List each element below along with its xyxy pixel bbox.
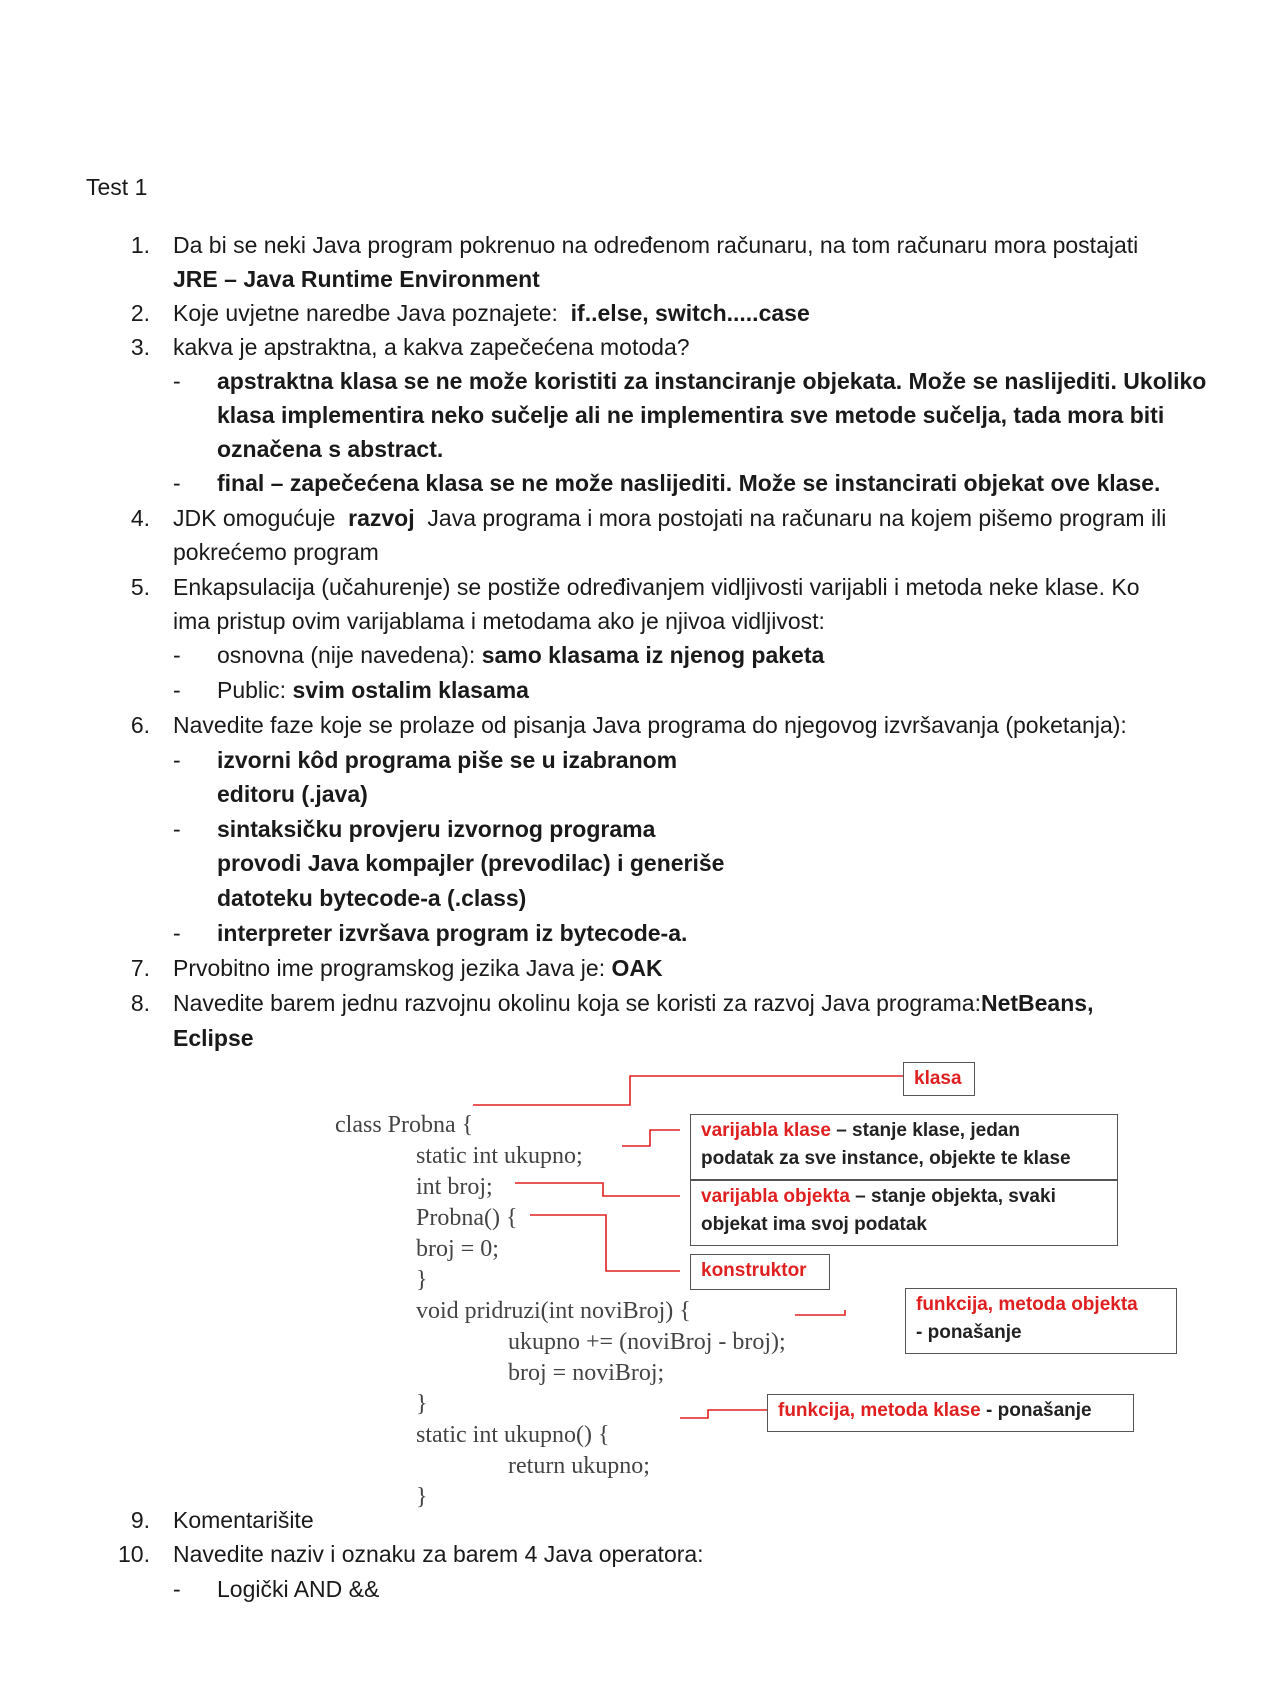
code-line: return ukupno; bbox=[508, 1453, 650, 1479]
q10-text: Navedite naziv i oznaku za barem 4 Java operatora: bbox=[173, 1541, 704, 1567]
q6-bullet2-line3: datoteku bytecode-a (.class) bbox=[217, 885, 527, 911]
q5-bullet1: osnovna (nije navedena): samo klasama iz njenog paketa bbox=[217, 642, 825, 668]
bullet-dash: - bbox=[173, 470, 181, 496]
q8-answer-line2: Eclipse bbox=[173, 1025, 254, 1051]
q6-bullet2-line2: provodi Java kompajler (prevodilac) i generiše bbox=[217, 850, 725, 876]
bullet-dash: - bbox=[173, 677, 181, 703]
code-line: } bbox=[416, 1484, 428, 1510]
q7-number: 7. bbox=[130, 955, 150, 981]
label-varijabla-objekta: varijabla objekta – stanje objekta, svaki objekat ima svoj podatak bbox=[690, 1180, 1118, 1246]
code-line: } bbox=[416, 1391, 428, 1417]
code-line: broj = noviBroj; bbox=[508, 1360, 665, 1386]
q5-text-line2: ima pristup ovim varijablama i metodama ako je njivoa vidljivost: bbox=[173, 608, 825, 634]
q3-text: kakva je apstraktna, a kakva zapečećena motoda? bbox=[173, 334, 690, 360]
bullet-dash: - bbox=[173, 368, 181, 394]
code-line: Probna() { bbox=[416, 1205, 518, 1231]
q6-bullet2-line1: sintaksičku provjeru izvornog programa bbox=[217, 816, 656, 842]
bullet-dash: - bbox=[173, 642, 181, 668]
q9-number: 9. bbox=[130, 1507, 150, 1533]
q1-number: 1. bbox=[130, 232, 150, 258]
q10-number: 10. bbox=[118, 1541, 150, 1567]
code-line: ukupno += (noviBroj - broj); bbox=[508, 1329, 786, 1355]
code-line: class Probna { bbox=[335, 1112, 474, 1138]
q6-bullet3: interpreter izvršava program iz bytecode-a. bbox=[217, 920, 688, 946]
q8-text: Navedite barem jednu razvojnu okolinu koja se koristi za razvoj Java programa:NetBeans, bbox=[173, 990, 1094, 1016]
label-funkcija-metoda-klase: funkcija, metoda klase - ponašanje bbox=[767, 1394, 1134, 1432]
code-line: static int ukupno() { bbox=[416, 1422, 610, 1448]
label-funkcija-metoda-objekta: funkcija, metoda objekta - ponašanje bbox=[905, 1288, 1177, 1354]
q5-bullet2: Public: svim ostalim klasama bbox=[217, 677, 529, 703]
q6-bullet1-line1: izvorni kôd programa piše se u izabranom bbox=[217, 747, 678, 773]
code-line: broj = 0; bbox=[416, 1236, 499, 1262]
q9-text: Komentarišite bbox=[173, 1507, 314, 1533]
q8-number: 8. bbox=[130, 990, 150, 1016]
q3-bullet1-line2: klasa implementira neko sučelje ali ne implementira sve metode sučelja, tada mora biti bbox=[217, 402, 1165, 428]
bullet-dash: - bbox=[173, 1576, 181, 1602]
code-line: } bbox=[416, 1267, 428, 1293]
q6-number: 6. bbox=[130, 712, 150, 738]
code-diagram bbox=[330, 1060, 1177, 1530]
q6-bullet1-line2: editoru (.java) bbox=[217, 781, 368, 807]
code-line: static int ukupno; bbox=[416, 1143, 583, 1169]
q3-number: 3. bbox=[130, 334, 150, 360]
q4-text: JDK omogućuje razvoj Java programa i mora postojati na računaru na kojem pišemo program ili bbox=[173, 505, 1167, 531]
q5-number: 5. bbox=[130, 574, 150, 600]
q3-bullet1-line1: apstraktna klasa se ne može koristiti za instanciranje objekata. Može se naslijediti. Ukoliko bbox=[217, 368, 1207, 394]
bullet-dash: - bbox=[173, 920, 181, 946]
q10-bullet1: Logički AND && bbox=[217, 1576, 380, 1602]
page-title: Test 1 bbox=[86, 174, 148, 200]
code-line: int broj; bbox=[416, 1174, 493, 1200]
label-klasa: klasa bbox=[903, 1062, 975, 1096]
q4-text-line2: pokrećemo program bbox=[173, 539, 379, 565]
q3-bullet2: final – zapečećena klasa se ne može naslijediti. Može se instancirati objekat ove klase. bbox=[217, 470, 1161, 496]
label-varijabla-klase: varijabla klase – stanje klase, jedan podatak za sve instance, objekte te klase bbox=[690, 1114, 1118, 1180]
label-konstruktor: konstruktor bbox=[690, 1254, 830, 1290]
q2-text: Koje uvjetne naredbe Java poznajete: if..else, switch.....case bbox=[173, 300, 810, 326]
q3-bullet1-line3: označena s abstract. bbox=[217, 436, 444, 462]
q6-text: Navedite faze koje se prolaze od pisanja Java programa do njegovog izvršavanja (poketanja): bbox=[173, 712, 1127, 738]
q4-number: 4. bbox=[130, 505, 150, 531]
q7-text: Prvobitno ime programskog jezika Java je: OAK bbox=[173, 955, 663, 981]
code-line: void pridruzi(int noviBroj) { bbox=[416, 1298, 691, 1324]
q5-text-line1: Enkapsulacija (učahurenje) se postiže određivanjem vidljivosti varijabli i metoda neke klase. Ko bbox=[173, 574, 1140, 600]
bullet-dash: - bbox=[173, 747, 181, 773]
bullet-dash: - bbox=[173, 816, 181, 842]
q2-number: 2. bbox=[130, 300, 150, 326]
q1-text: Da bi se neki Java program pokrenuo na određenom računaru, na tom računaru mora postajati bbox=[173, 232, 1139, 258]
q1-answer: JRE – Java Runtime Environment bbox=[173, 266, 540, 292]
